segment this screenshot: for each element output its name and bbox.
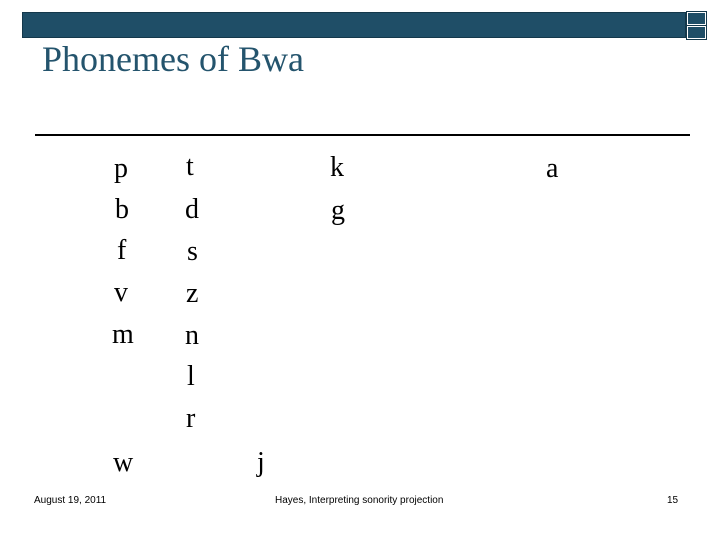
footer-caption: Hayes, Interpreting sonority projection <box>275 495 444 506</box>
phoneme-r: r <box>186 403 196 434</box>
phoneme-z: z <box>186 278 199 309</box>
phoneme-g: g <box>331 195 345 226</box>
phoneme-p: p <box>114 153 128 184</box>
title-bar-decoration <box>22 12 686 38</box>
slide-number: 15 <box>667 495 679 506</box>
phoneme-m: m <box>112 319 134 350</box>
phoneme-v: v <box>114 277 128 308</box>
corner-square-bottom <box>687 26 706 39</box>
phoneme-d: d <box>185 194 199 225</box>
phoneme-b: b <box>115 194 129 225</box>
phoneme-l: l <box>187 361 195 392</box>
corner-square-top <box>687 12 706 25</box>
phoneme-n: n <box>185 320 199 351</box>
slide-title: Phonemes of Bwa <box>42 39 304 79</box>
phoneme-a: a <box>546 153 559 184</box>
footer-date: August 19, 2011 <box>34 495 107 506</box>
phoneme-t: t <box>186 151 194 182</box>
phoneme-j: j <box>257 447 265 478</box>
phoneme-w: w <box>113 447 134 478</box>
phoneme-k: k <box>330 152 344 183</box>
phoneme-f: f <box>117 235 127 266</box>
phoneme-s: s <box>187 236 198 267</box>
title-divider <box>35 134 690 136</box>
